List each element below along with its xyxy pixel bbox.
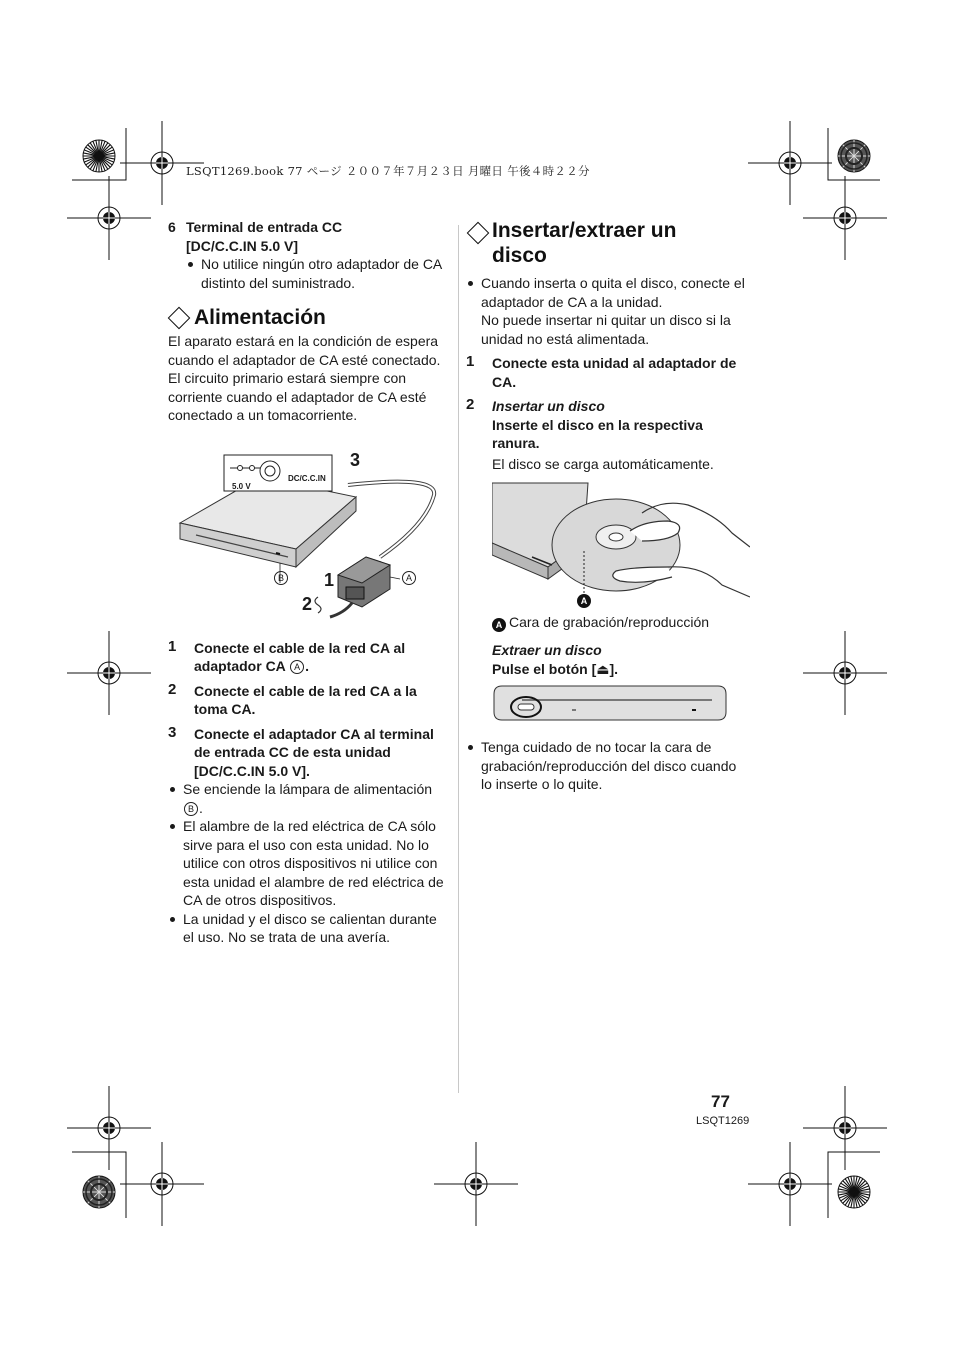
- item-6: [168, 218, 450, 255]
- steps-list: [168, 639, 450, 781]
- final-bullet: Tenga cuidado de no tocar la cara de grabación/reproducción del disco cuando lo inserte o lo quite.: [466, 738, 750, 794]
- insertar-instruction: Inserte el disco en la respectiva ranura.: [492, 416, 703, 451]
- ref-a: A: [290, 660, 304, 674]
- item-6-title-line2: [DC/C.C.IN 5.0 V]: [186, 237, 299, 254]
- print-header: LSQT1269.book 77 ページ ２００７年７月２３日 月曜日 午後４時２２分: [186, 164, 590, 178]
- disc-insert-illustration: [492, 481, 750, 611]
- insertar-heading-line2: disco: [492, 244, 547, 267]
- figure-drive-front: [492, 682, 728, 726]
- voltage-label: 5.0 V: [232, 481, 251, 491]
- step-2: 2 Conecte el cable de la red CA a la toma CA.: [168, 680, 417, 717]
- item-6-number: 6: [168, 219, 176, 235]
- insertar-subtitle: Insertar un disco: [492, 398, 605, 414]
- document-code: LSQT1269: [696, 1115, 750, 1127]
- figure-drive-adapter: [168, 445, 450, 631]
- callout-1: 1: [324, 569, 335, 590]
- extraer-section: [492, 641, 750, 678]
- callout-a: A: [402, 571, 416, 585]
- step-3: 3 Conecte el adaptador CA al terminal de entrada CC de esta unidad [DC/C.C.IN 5.0 V].: [168, 723, 434, 779]
- intro-bullet: Cuando inserta o quita el disco, conecte el adaptador de CA a la unidad. No puede insertar ni quitar un disco si la unidad no está alimentada.: [466, 274, 750, 348]
- right-column: [466, 218, 750, 794]
- alimentacion-paragraph: El aparato estará en la condición de espera cuando el adaptador de CA esté conectado. El circuito primario estará siempre con corriente cuando el adaptador de CA esté conectado a un tomacorriente.: [168, 333, 441, 423]
- insertar-note: El disco se carga automáticamente.: [492, 455, 714, 472]
- column-divider: [458, 225, 459, 1093]
- callout-2: 2: [302, 593, 313, 614]
- right-step-2: 2 Insertar un disco Inserte el disco en la respectiva ranura. El disco se carga automáticamente.: [466, 397, 750, 473]
- left-column: [168, 218, 450, 947]
- page-number: 77: [711, 1092, 730, 1111]
- extraer-instruction: Pulse el botón [⏏].: [492, 660, 619, 677]
- eject-icon: ⏏: [596, 660, 610, 677]
- item-6-title-line1: Terminal de entrada CC: [186, 219, 343, 235]
- note-2: El alambre de la red eléctrica de CA sólo sirve para el uso con esta unidad. No lo utilice con otros dispositivos ni utilice con esta unidad el alambre de red eléctrica de CA de otros dispositivos.: [168, 817, 450, 910]
- right-step-1: 1 Conecte esta unidad al adaptador de CA.: [466, 353, 737, 390]
- notes-list: [168, 780, 450, 947]
- jack-label: DC/C.C.IN: [288, 473, 326, 483]
- callout-3: 3: [350, 449, 361, 470]
- figure-disc-insert: [492, 481, 750, 611]
- drive-front-illustration: [492, 682, 728, 726]
- extraer-subtitle: Extraer un disco: [492, 642, 602, 658]
- ref-b: B: [184, 802, 198, 816]
- caption-letter: A: [492, 618, 506, 632]
- note-1: Se enciende la lámpara de alimentación B .: [168, 780, 450, 817]
- diamond-icon: [168, 307, 191, 330]
- figure-callout-a: A: [577, 594, 591, 608]
- insertar-heading-line1: Insertar/extraer un: [492, 219, 677, 242]
- note-3: La unidad y el disco se calientan durante el uso. No se trata de una avería.: [168, 910, 450, 947]
- caption-text: Cara de grabación/reproducción: [509, 614, 710, 630]
- item-6-bullet: No utilice ningún otro adaptador de CA distinto del suministrado.: [186, 255, 450, 292]
- callout-b: B: [274, 571, 288, 585]
- diamond-icon: [467, 222, 490, 245]
- step-1: 1 Conecte el cable de la red CA al adaptador CA A .: [168, 637, 406, 674]
- insertar-heading-row: [466, 218, 750, 268]
- caption: [492, 613, 750, 632]
- alimentacion-heading: Alimentación: [194, 306, 326, 329]
- alimentacion-heading-row: [168, 304, 450, 332]
